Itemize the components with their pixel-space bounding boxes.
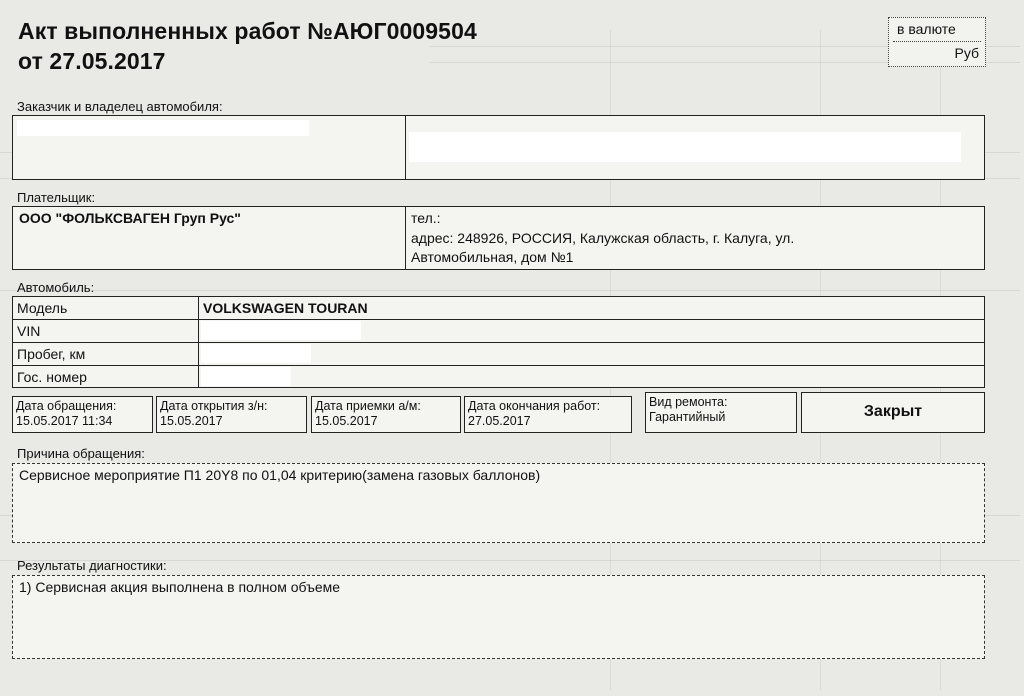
payer-address-line1: адрес: 248926, РОССИЯ, Калужская область, г. Калуга, ул.: [411, 230, 795, 246]
customer-name-redacted: [17, 120, 309, 136]
currency-value: Руб: [954, 45, 979, 61]
document-title: [18, 16, 477, 76]
vehicle-mileage-label: Пробег, км: [17, 346, 86, 362]
title-date: от 27.05.2017: [18, 48, 166, 74]
mileage-redacted: [201, 344, 311, 363]
open-date-value: 15.05.2017: [160, 414, 223, 428]
vehicle-row-divider: [13, 365, 984, 366]
accept-date-value: 15.05.2017: [315, 414, 378, 428]
accept-date-box: [311, 396, 461, 433]
payer-phone-label: тел.:: [411, 210, 441, 226]
repair-type-box: [645, 392, 797, 433]
customer-caption: Заказчик и владелец автомобиля:: [17, 99, 223, 114]
currency-label: в валюте: [897, 21, 956, 37]
diagnostics-box: [12, 575, 985, 659]
request-date-value: 15.05.2017 11:34: [16, 414, 113, 428]
title-number: Акт выполненных работ №АЮГ0009504: [18, 18, 477, 44]
open-date-box: [156, 396, 307, 433]
payer-divider: [405, 207, 406, 269]
request-date-box: [12, 396, 153, 433]
customer-contact-redacted: [409, 132, 961, 162]
diagnostics-text: 1) Сервисная акция выполнена в полном объеме: [19, 579, 341, 595]
payer-address-line2: Автомобильная, дом №1: [411, 249, 574, 265]
payer-box: [12, 206, 985, 270]
reason-caption: Причина обращения:: [17, 446, 145, 461]
status-closed-badge: Закрыт: [801, 392, 985, 433]
finish-date-box: [464, 396, 632, 433]
payer-name: ООО "ФОЛЬКСВАГЕН Груп Рус": [19, 210, 241, 226]
vehicle-table: [12, 296, 985, 388]
vehicle-caption: Автомобиль:: [17, 280, 95, 295]
request-date-label: Дата обращения:: [16, 399, 117, 413]
customer-box: [12, 115, 985, 180]
vehicle-model-value: VOLKSWAGEN TOURAN: [203, 300, 368, 316]
repair-type-label: Вид ремонта:: [649, 395, 728, 409]
payer-caption: Плательщик:: [17, 190, 96, 205]
finish-date-label: Дата окончания работ:: [468, 399, 601, 413]
vin-redacted: [201, 321, 361, 340]
accept-date-label: Дата приемки а/м:: [315, 399, 421, 413]
currency-divider: [893, 41, 981, 42]
customer-divider: [405, 116, 406, 179]
vehicle-row-divider: [13, 342, 984, 343]
reason-box: [12, 463, 985, 543]
diagnostics-caption: Результаты диагностики:: [17, 558, 167, 573]
open-date-label: Дата открытия з/н:: [160, 399, 268, 413]
reason-text: Сервисное мероприятие П1 20Y8 по 01,04 критерию(замена газовых баллонов): [19, 467, 541, 483]
currency-box: [888, 17, 986, 67]
vehicle-vin-label: VIN: [17, 323, 41, 339]
finish-date-value: 27.05.2017: [468, 414, 531, 428]
vehicle-plate-label: Гос. номер: [17, 369, 87, 385]
vehicle-row-divider: [13, 319, 984, 320]
repair-type-value: Гарантийный: [649, 410, 726, 424]
vehicle-model-label: Модель: [17, 300, 68, 316]
plate-redacted: [201, 367, 291, 386]
